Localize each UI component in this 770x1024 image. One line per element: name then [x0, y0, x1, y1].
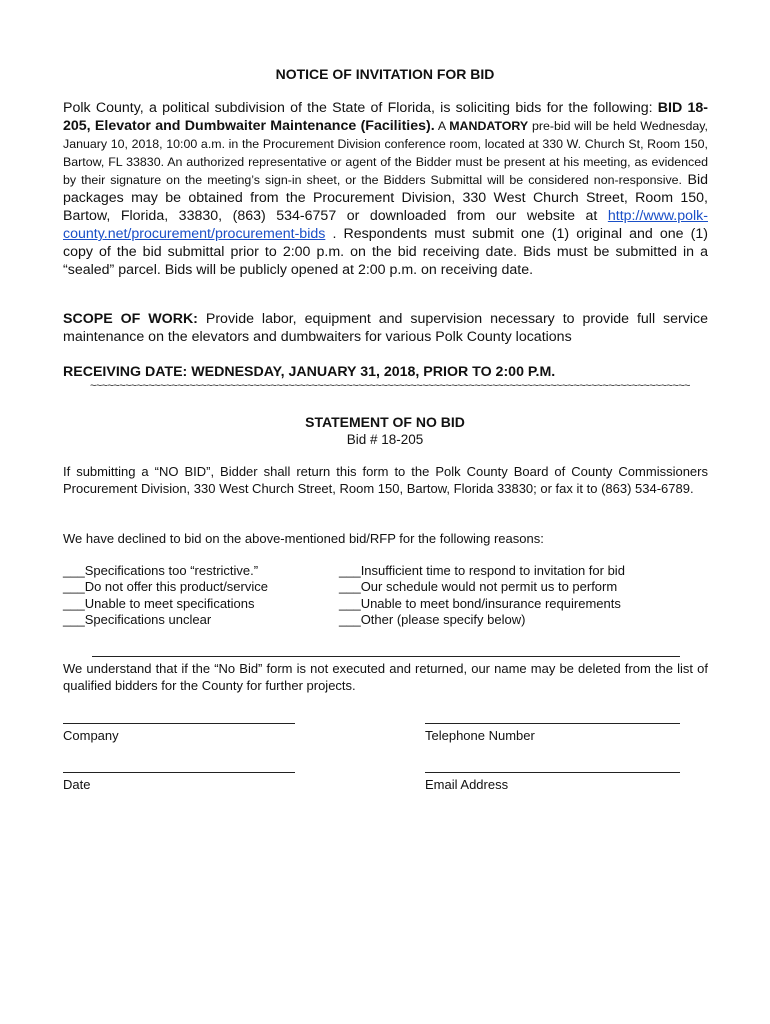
reason-item[interactable]: ___Specifications unclear: [63, 612, 212, 628]
date-label: Date: [63, 777, 91, 792]
email-signature-line[interactable]: [425, 772, 680, 773]
scope-text: Provide labor, equipment and supervision necessary to provide full service maintenance on the elevators and dumbwaiters for various Polk County locations: [63, 311, 708, 345]
no-bid-instructions: If submitting a “NO BID”, Bidder shall return this form to the Polk County Board of County Commissioners Procurement Division, 330 West Church Street, Room 150, Bartow, Florida 33830; or fax it to (863) 534-6789.: [63, 464, 708, 496]
telephone-label: Telephone Number: [425, 728, 535, 743]
intro-bid-title: BID 18-205, Elevator and Dumbwaiter Maintenance (Facilities).: [63, 100, 708, 134]
intro-text-d: Bid packages may be obtained from the Procurement Division, 330 West Church Street, Room 150, Bartow, Florida, 33830, (863) 534-6757 or downloaded from our website at: [63, 172, 708, 224]
intro-mandatory: MANDATORY: [449, 119, 529, 133]
notice-title: NOTICE OF INVITATION FOR BID: [275, 66, 495, 82]
declined-statement: We have declined to bid on the above-mentioned bid/RFP for the following reasons:: [63, 531, 544, 546]
other-reason-line[interactable]: [92, 656, 680, 657]
reason-item[interactable]: ___Do not offer this product/service: [63, 579, 268, 595]
telephone-signature-line[interactable]: [425, 723, 680, 724]
procurement-link[interactable]: http://www.polk-county.net/procurement/procurement-bids: [63, 208, 708, 242]
company-label: Company: [63, 728, 119, 743]
tilde-divider: ~~~~~~~~~~~~~~~~~~~~~~~~~~~~~~~~~~~~~~~~~~~~~~~~~~~~~~~~~~~~~~~~~~~~~~~~~~~~~~~~~~~~~~~~~~~~~~~~~~~~~~~: [90, 380, 690, 392]
reasons-right-column: [339, 563, 625, 629]
no-bid-number: Bid # 18-205: [346, 432, 424, 447]
understand-statement: We understand that if the “No Bid” form is not executed and returned, our name may be deleted from the list of qualified bidders for the County for further projects.: [63, 661, 708, 693]
intro-text-c: pre-bid will be held Wednesday, January 10, 2018, 10:00 a.m. in the Procurement Division conference room, located at 330 W. Church St, Room 150, Bartow, FL 33830. An authorized representative or agent of the Bidder must be present at his meeting, as evidenced by their signature on the meeting’s sign-in sheet, or the Bidders Submittal will be considered non-responsive.: [63, 119, 708, 187]
email-label: Email Address: [425, 777, 509, 792]
reason-item[interactable]: ___Unable to meet specifications: [63, 595, 255, 611]
scope-label: SCOPE OF WORK:: [63, 311, 198, 327]
reasons-left-column: [63, 563, 268, 629]
reason-item[interactable]: ___Unable to meet bond/insurance requirements: [339, 595, 621, 611]
notice-intro-paragraph: [63, 99, 708, 279]
intro-text-a: Polk County, a political subdivision of the State of Florida, is soliciting bids for the following:: [63, 100, 658, 116]
reason-item[interactable]: ___Insufficient time to respond to invitation for bid: [339, 563, 625, 578]
intro-text-b: A: [434, 119, 450, 133]
company-signature-line[interactable]: [63, 723, 295, 724]
scope-of-work: [63, 310, 708, 346]
receiving-date: RECEIVING DATE: WEDNESDAY, JANUARY 31, 2018, PRIOR TO 2:00 P.M.: [63, 364, 556, 380]
reason-item[interactable]: ___Specifications too “restrictive.”: [63, 563, 259, 578]
reason-item[interactable]: ___Other (please specify below): [339, 612, 526, 628]
date-signature-line[interactable]: [63, 772, 295, 773]
intro-text-e: . Respondents must submit one (1) original and one (1) copy of the bid submittal prior to 2:00 p.m. on the bid receiving date. Bids must be submitted in a “sealed” parcel. Bids will be publicly opened at 2:00 p.m. on receiving date.: [63, 226, 708, 278]
no-bid-title: STATEMENT OF NO BID: [305, 414, 465, 430]
reason-item[interactable]: ___Our schedule would not permit us to perform: [339, 579, 618, 595]
